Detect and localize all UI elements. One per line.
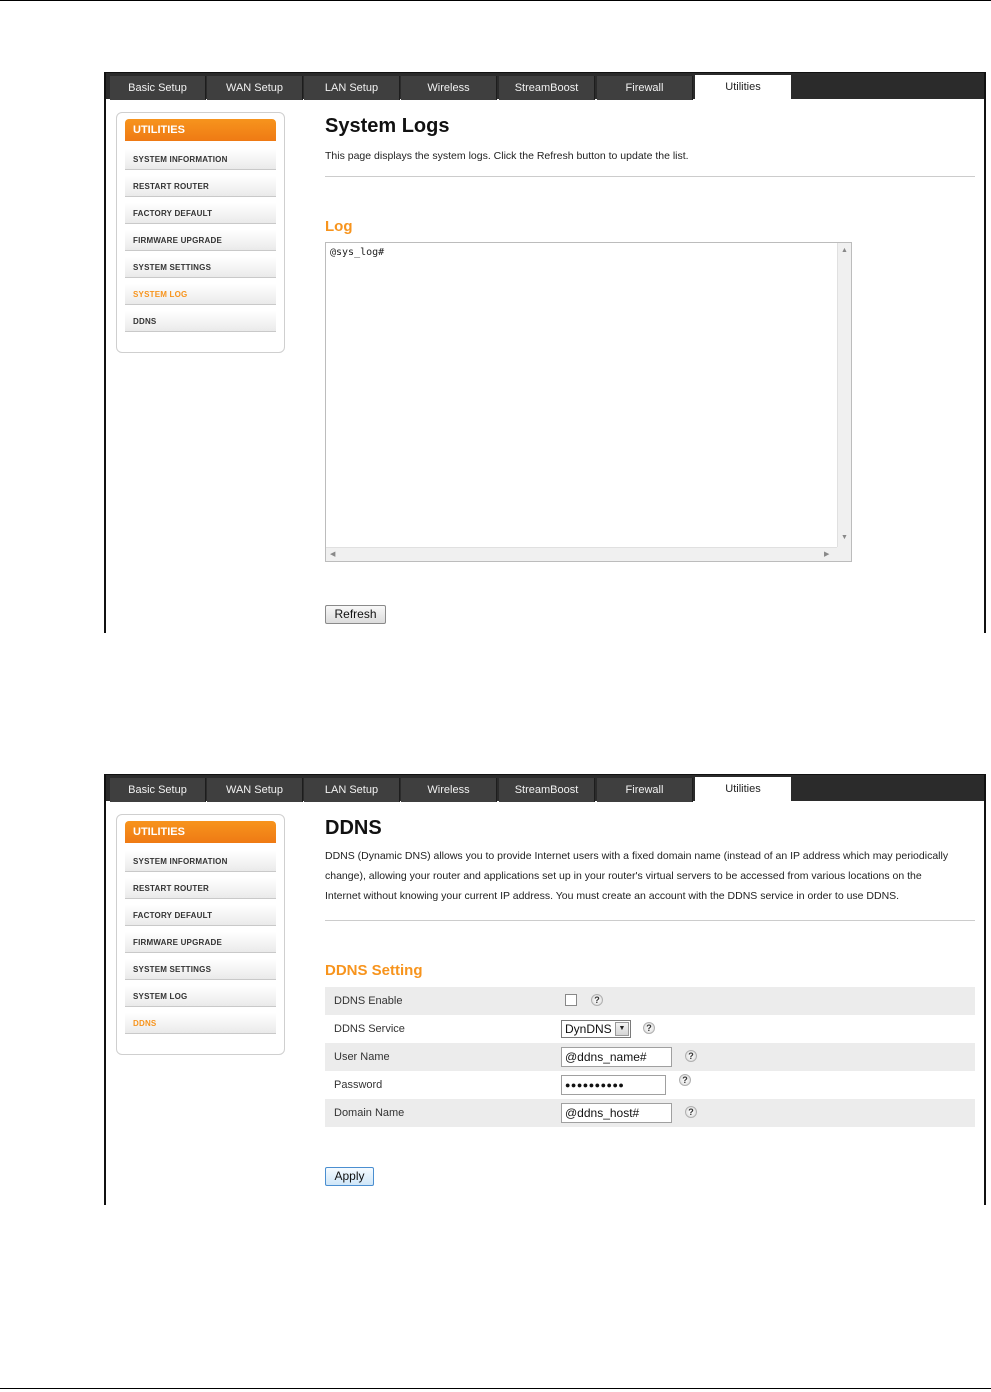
sidebar-item-system-settings[interactable]: SYSTEM SETTINGS bbox=[125, 257, 276, 278]
scroll-up-arrow-icon[interactable]: ▲ bbox=[841, 247, 848, 254]
divider bbox=[325, 920, 975, 921]
section-title-ddns-setting: DDNS Setting bbox=[325, 962, 423, 979]
user-name-input[interactable]: @ddns_name# bbox=[561, 1047, 672, 1067]
system-log-content bbox=[325, 112, 975, 621]
sidebar-item-factory-default[interactable]: FACTORY DEFAULT bbox=[125, 905, 276, 926]
question-mark-icon[interactable]: ? bbox=[685, 1050, 697, 1062]
tab-streamboost[interactable]: StreamBoost bbox=[499, 76, 595, 100]
sidebar-item-restart-router[interactable]: RESTART ROUTER bbox=[125, 878, 276, 899]
tab-firewall[interactable]: Firewall bbox=[597, 778, 693, 802]
sidebar-item-restart-router[interactable]: RESTART ROUTER bbox=[125, 176, 276, 197]
system-log-screenshot bbox=[104, 72, 986, 633]
tab-wireless[interactable]: Wireless bbox=[401, 76, 497, 100]
description-line: Internet without knowing your current IP address. You must create an account with the DDNS service in order to use DDNS. bbox=[325, 890, 900, 902]
page-description: This page displays the system logs. Click the Refresh button to update the list. bbox=[325, 150, 689, 162]
user-name-label: User Name bbox=[334, 1051, 390, 1063]
sidebar-header: UTILITIES bbox=[125, 119, 276, 141]
ddns-screenshot bbox=[104, 774, 986, 1205]
question-mark-icon[interactable]: ? bbox=[591, 994, 603, 1006]
description-line: DDNS (Dynamic DNS) allows you to provide Internet users with a fixed domain name (instead of an IP address which may periodically bbox=[325, 850, 949, 862]
page-top-rule bbox=[0, 0, 991, 1]
log-textarea[interactable] bbox=[325, 242, 852, 562]
tab-utilities[interactable]: Utilities bbox=[695, 75, 791, 100]
tab-wan-setup[interactable]: WAN Setup bbox=[207, 778, 303, 802]
sidebar-item-system-information[interactable]: SYSTEM INFORMATION bbox=[125, 851, 276, 872]
tab-lan-setup[interactable]: LAN Setup bbox=[304, 778, 400, 802]
utilities-sidebar bbox=[116, 112, 285, 353]
ddns-content bbox=[325, 814, 975, 1183]
refresh-button[interactable]: Refresh bbox=[325, 605, 386, 624]
log-text: @sys_log# bbox=[330, 247, 385, 258]
horizontal-scrollbar[interactable] bbox=[326, 547, 837, 561]
tab-wireless[interactable]: Wireless bbox=[401, 778, 497, 802]
description-line: change), allowing your router and applications set up in your router's virtual servers to be accessed from various locations on the bbox=[325, 870, 922, 882]
ddns-enable-row bbox=[325, 987, 975, 1015]
section-title-log: Log bbox=[325, 218, 353, 235]
ddns-enable-label: DDNS Enable bbox=[334, 995, 403, 1007]
tab-wan-setup[interactable]: WAN Setup bbox=[207, 76, 303, 100]
password-row bbox=[325, 1071, 975, 1099]
scroll-right-arrow-icon[interactable]: ▶ bbox=[824, 551, 830, 558]
question-mark-icon[interactable]: ? bbox=[643, 1022, 655, 1034]
page-description bbox=[325, 846, 975, 906]
tab-firewall[interactable]: Firewall bbox=[597, 76, 693, 100]
tab-bar bbox=[106, 774, 984, 801]
page-title: System Logs bbox=[325, 115, 450, 137]
sidebar-item-system-information[interactable]: SYSTEM INFORMATION bbox=[125, 149, 276, 170]
page-bottom-rule bbox=[0, 1388, 991, 1389]
question-mark-icon[interactable]: ? bbox=[679, 1074, 691, 1086]
password-input[interactable]: ●●●●●●●●●● bbox=[561, 1075, 666, 1095]
tab-streamboost[interactable]: StreamBoost bbox=[499, 778, 595, 802]
tab-bar bbox=[106, 72, 984, 99]
sidebar-item-factory-default[interactable]: FACTORY DEFAULT bbox=[125, 203, 276, 224]
tab-utilities[interactable]: Utilities bbox=[695, 777, 791, 802]
ddns-enable-checkbox[interactable] bbox=[565, 994, 577, 1006]
question-mark-icon[interactable]: ? bbox=[685, 1106, 697, 1118]
scroll-left-arrow-icon[interactable]: ◀ bbox=[330, 551, 336, 558]
ddns-service-select[interactable] bbox=[561, 1020, 631, 1038]
ddns-service-value: DynDNS bbox=[565, 1022, 612, 1036]
page-title: DDNS bbox=[325, 817, 382, 839]
tab-basic-setup[interactable]: Basic Setup bbox=[110, 778, 206, 802]
password-label: Password bbox=[334, 1079, 383, 1091]
sidebar-item-ddns[interactable]: DDNS bbox=[125, 1013, 276, 1034]
apply-button[interactable]: Apply bbox=[325, 1167, 374, 1186]
scroll-down-arrow-icon[interactable]: ▼ bbox=[841, 534, 848, 541]
sidebar-item-system-log[interactable]: SYSTEM LOG bbox=[125, 986, 276, 1007]
divider bbox=[325, 176, 975, 177]
sidebar-item-system-settings[interactable]: SYSTEM SETTINGS bbox=[125, 959, 276, 980]
chevron-down-icon[interactable]: ▼ bbox=[615, 1022, 629, 1036]
domain-name-input[interactable]: @ddns_host# bbox=[561, 1103, 672, 1123]
domain-name-label: Domain Name bbox=[334, 1107, 405, 1119]
vertical-scrollbar[interactable] bbox=[837, 243, 851, 547]
tab-lan-setup[interactable]: LAN Setup bbox=[304, 76, 400, 100]
scrollbar-corner bbox=[837, 547, 851, 561]
utilities-sidebar bbox=[116, 814, 285, 1055]
sidebar-header: UTILITIES bbox=[125, 821, 276, 843]
tab-basic-setup[interactable]: Basic Setup bbox=[110, 76, 206, 100]
ddns-service-row bbox=[325, 1015, 975, 1043]
ddns-service-label: DDNS Service bbox=[334, 1023, 405, 1035]
user-name-row bbox=[325, 1043, 975, 1071]
sidebar-item-firmware-upgrade[interactable]: FIRMWARE UPGRADE bbox=[125, 230, 276, 251]
domain-name-row bbox=[325, 1099, 975, 1127]
sidebar-item-firmware-upgrade[interactable]: FIRMWARE UPGRADE bbox=[125, 932, 276, 953]
sidebar-item-system-log[interactable]: SYSTEM LOG bbox=[125, 284, 276, 305]
sidebar-item-ddns[interactable]: DDNS bbox=[125, 311, 276, 332]
